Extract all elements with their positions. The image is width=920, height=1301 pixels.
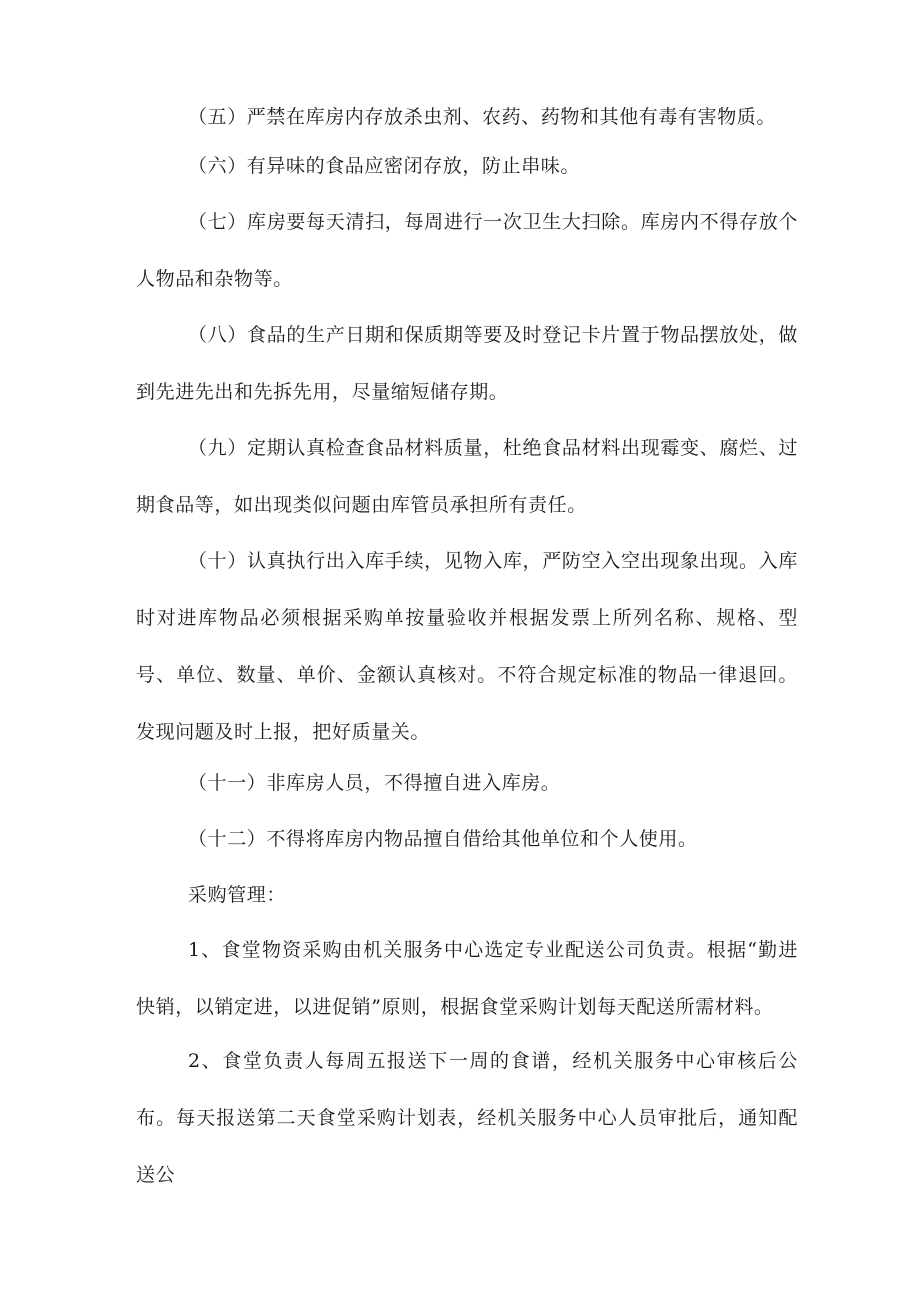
procurement-item-2: 2、食堂负责人每周五报送下一周的食谱，经机关服务中心审核后公布。每天报送第二天食堂采购计划表，经机关服务中心人员审批后，通知配送公 <box>136 1050 798 1186</box>
paragraph-7: （七）库房要每天清扫，每周进行一次卫生大扫除。库房内不得存放个人物品和杂物等。 <box>136 211 798 290</box>
paragraph-5: （五）严禁在库房内存放杀虫剂、农药、药物和其他有毒有害物质。 <box>188 106 777 128</box>
paragraph-6: （六）有异味的食品应密闭存放，防止串味。 <box>188 155 581 177</box>
procurement-item-1: 1、食堂物资采购由机关服务中心选定专业配送公司负责。根据“勤进快销，以销定进，以进促销”原则，根据食堂采购计划每天配送所需材料。 <box>136 939 798 1018</box>
paragraph-10: （十）认真执行出入库手续，见物入库，严防空入空出现象出现。入库时对进库物品必须根据采购单按量验收并根据发票上所列名称、规格、型号、单位、数量、单价、金额认真核对。不符合规定标准的物品一律退回。发现问题及时上报，把好质量关。 <box>136 550 798 743</box>
paragraph-9: （九）定期认真检查食品材料质量，杜绝食品材料出现霉变、腐烂、过期食品等，如出现类似问题由库管员承担所有责任。 <box>136 437 798 516</box>
paragraph-11: （十一）非库房人员，不得擅自进入库房。 <box>188 772 561 794</box>
section-heading-procurement: 采购管理： <box>188 884 287 906</box>
paragraph-8: （八）食品的生产日期和保质期等要及时登记卡片置于物品摆放处，做到先进先出和先拆先用，尽量缩短储存期。 <box>136 324 798 403</box>
paragraph-12: （十二）不得将库房内物品擅自借给其他单位和个人使用。 <box>188 828 698 850</box>
